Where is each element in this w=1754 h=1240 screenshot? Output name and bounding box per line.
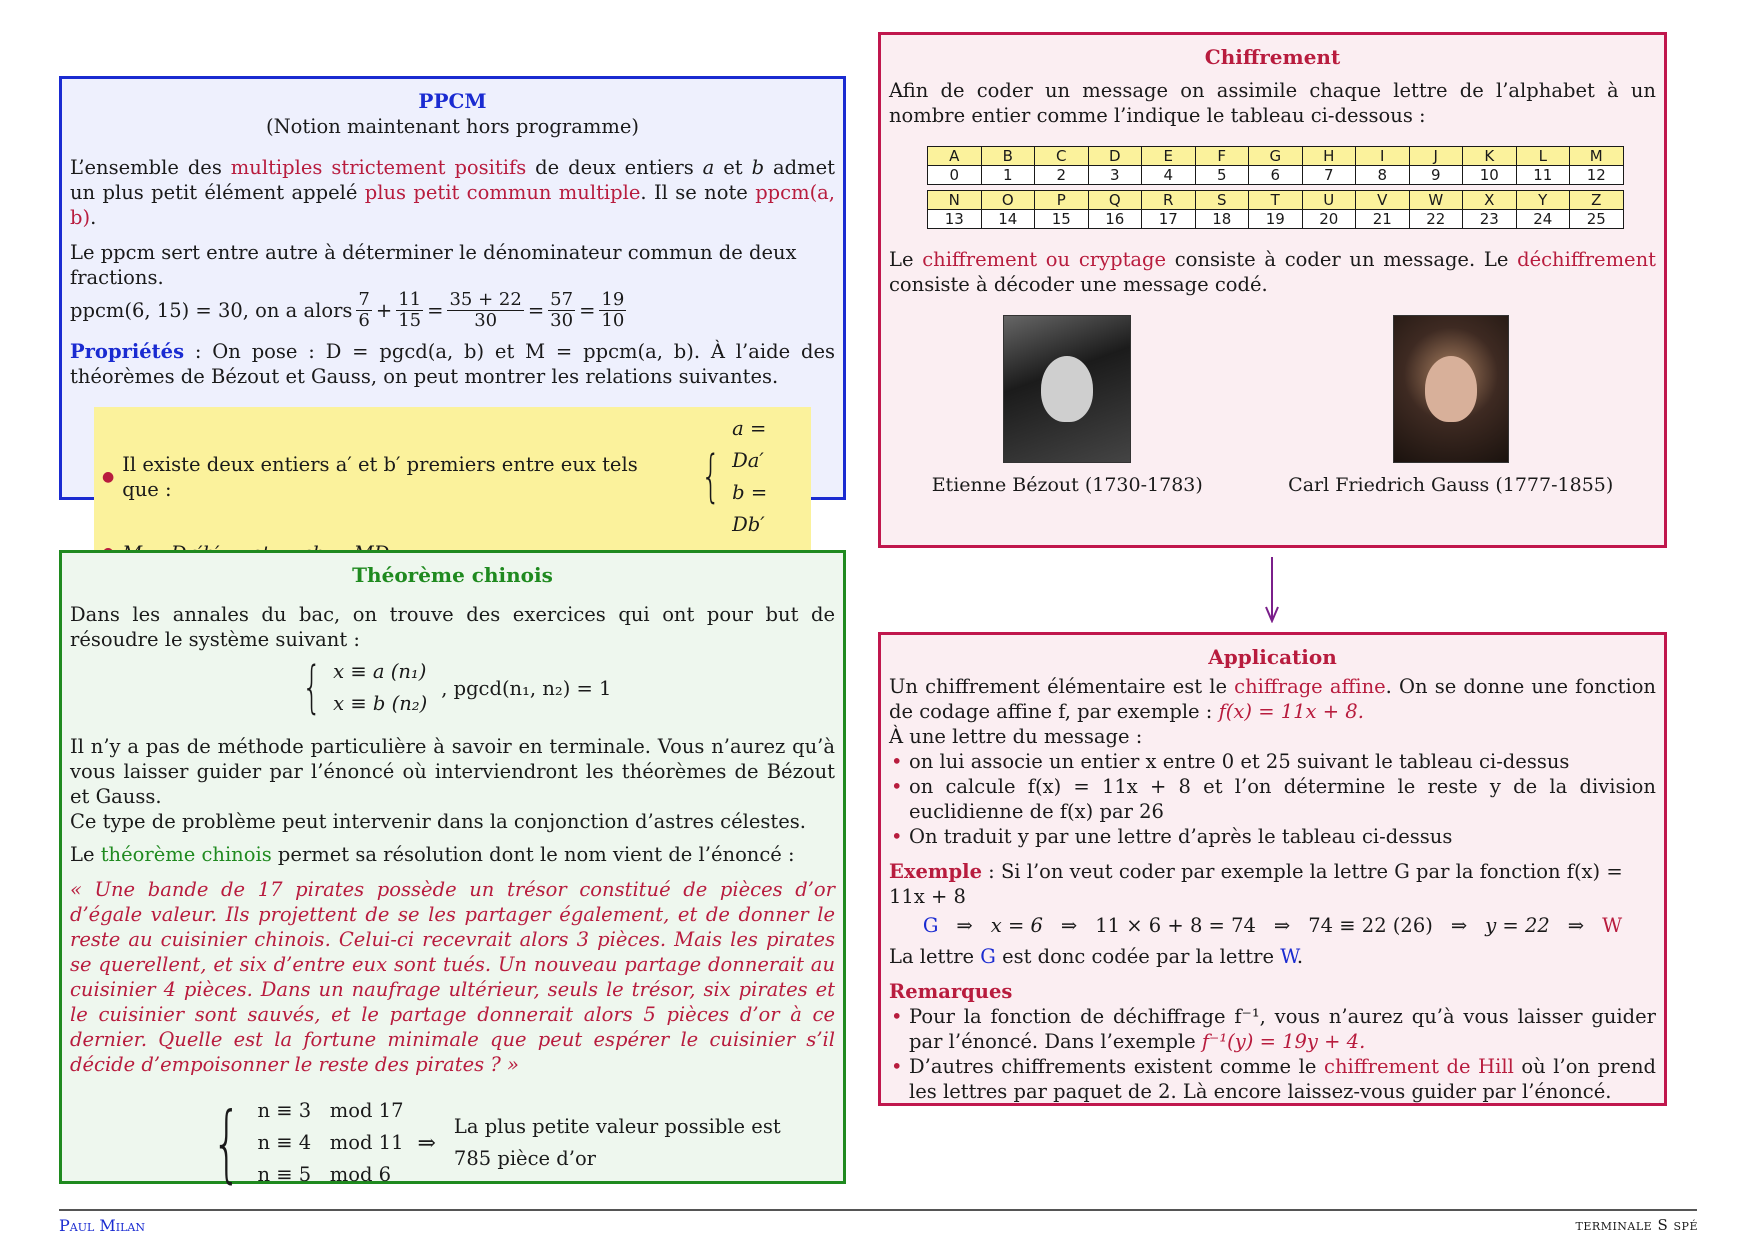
congruence-system: { x ≡ a (n₁) x ≡ b (n₂) , pgcd(n₁, n₂) = 1 [301, 655, 612, 720]
table-cell: 25 [1570, 210, 1624, 229]
portraits [889, 315, 1656, 498]
table-cell: T [1249, 191, 1303, 210]
table-cell: B [981, 147, 1035, 166]
fraction-1: $\frac{7}{6}$ [358, 289, 370, 331]
fraction-3: $\frac{35 + 22}{30}$ [449, 289, 522, 331]
table-cell: Z [1570, 191, 1624, 210]
ppcm-box [59, 76, 846, 536]
chinese-intro: Dans les annales du bac, on trouve des exercices qui ont pour but de résoudre le système suivant : [70, 603, 835, 651]
pirate-system: { n ≡ 3 mod 17 n ≡ 4 mod 11 n ≡ 5 mod 6 ⇒ La plus petite valeur possible est 785 pièce d’or [212, 1094, 781, 1192]
pirates-quote: « Une bande de 17 pirates possède un trésor constitué de pièces d’or d’égale valeur. Ils projettent de se les partager également, et de donner le reste au cuisinier chinois. Celui-ci recevrait alors 3 pièces. Mais les pirates se querellent, et six d’entre eux sont tués. Un nouveau partage donnerait au cuisinier 4 pièces. Dans un naufrage ultérieur, seuls le trésor, six pirates et le cuisinier sont sauvés, et le partage donnerait alors 5 pièces d’or à ce dernier. Quelle est la fortune minimale que peut espérer le cuisinier s’il décide d’empoisonner le reste des pirates ? » [70, 878, 835, 1076]
chinese-theorem-title: Théorème chinois [352, 563, 553, 587]
bezout-image [1003, 315, 1131, 463]
footer-author: Paul Milan [59, 1216, 145, 1235]
application-box [878, 632, 1667, 1106]
table-cell: U [1302, 191, 1356, 210]
table-cell: 10 [1463, 166, 1517, 185]
footer-level: terminale S spé [1575, 1216, 1698, 1234]
chinese-origin: Le théorème chinois permet sa résolution dont le nom vient de l’énoncé : [70, 843, 795, 866]
table-cell: L [1516, 147, 1570, 166]
table-cell: D [1088, 147, 1142, 166]
list-item: • On traduit y par une lettre d’après le tableau ci-dessus [889, 824, 1656, 849]
table-cell: 19 [1249, 210, 1303, 229]
affine-definition: Un chiffrement élémentaire est le chiffrage affine. On se donne une fonction de codage affine f, par exemple : f(x) = 11x + 8. [889, 675, 1656, 723]
table-cell: X [1463, 191, 1517, 210]
ppcm-usage: Le ppcm sert entre autre à déterminer le dénominateur commun de deux fractions. [70, 241, 797, 289]
application-steps [889, 749, 1656, 849]
table-cell: 4 [1142, 166, 1196, 185]
table-cell: 17 [1142, 210, 1196, 229]
encryption-box [878, 32, 1667, 548]
encryption-title: Chiffrement [1204, 45, 1341, 69]
ppcm-title: PPCM [418, 89, 487, 113]
ppcm-example: ppcm(6, 15) = 30, on a alors $\frac{7}{6}$ + $\frac{11}{15}$ = $\frac{35 + 22}{30}$ = $\frac{57}{30}$ = $\frac{19}{10}$ [70, 289, 625, 331]
table-cell: 0 [928, 166, 982, 185]
table-cell: F [1195, 147, 1249, 166]
bullet-icon: ● [102, 468, 115, 485]
table-cell: W [1409, 191, 1463, 210]
table-cell: 2 [1035, 166, 1089, 185]
table-cell: J [1409, 147, 1463, 166]
table-cell: K [1463, 147, 1517, 166]
table-cell: V [1356, 191, 1410, 210]
system-ab: { a = Da′ b = Db′ [700, 417, 768, 536]
fraction-2: $\frac{11}{15}$ [398, 289, 422, 331]
example-statement: Exemple : Si l’on veut coder par exemple la lettre G par la fonction f(x) = 11x + 8 [889, 860, 1623, 908]
arrow-down-icon [1265, 557, 1279, 623]
table-cell: R [1142, 191, 1196, 210]
table-cell: 20 [1302, 210, 1356, 229]
table-cell: 13 [928, 210, 982, 229]
table-cell: 21 [1356, 210, 1410, 229]
example-chain: G ⇒ x = 6 ⇒ 11 × 6 + 8 = 74 ⇒ 74 ≡ 22 (26) ⇒ y = 22 ⇒ W [922, 914, 1623, 937]
fraction-5: $\frac{19}{10}$ [601, 289, 625, 331]
table-cell: 11 [1516, 166, 1570, 185]
pirate-result: La plus petite valeur possible est 785 pièce d’or [453, 1115, 781, 1170]
ppcm-definition: L’ensemble des multiples strictement positifs de deux entiers a et b admet un plus petit élément appelé plus petit commun multiple. Il se note ppcm(a, b). [70, 156, 835, 229]
table-cell: A [928, 147, 982, 166]
table-cell: Q [1088, 191, 1142, 210]
table-cell: M [1570, 147, 1624, 166]
footer-divider [59, 1209, 1697, 1211]
gauss-image [1393, 315, 1509, 463]
list-item: • on lui associe un entier x entre 0 et 25 suivant le tableau ci-dessus [889, 749, 1656, 774]
list-item: • on calcule f(x) = 11x + 8 et l’on détermine le reste y de la division euclidienne de f(x) par 26 [889, 774, 1656, 824]
ppcm-subtitle: (Notion maintenant hors programme) [266, 115, 639, 138]
table-cell: 16 [1088, 210, 1142, 229]
fraction-4: $\frac{57}{30}$ [550, 289, 574, 331]
list-item: • D’autres chiffrements existent comme le chiffrement de Hill où l’on prend les lettres par paquet de 2. Là encore laissez-vous guider par l’énoncé. [889, 1054, 1656, 1104]
table-cell: 6 [1249, 166, 1303, 185]
ppcm-properties-box [94, 407, 811, 572]
ppcm-properties: Propriétés : On pose : D = pgcd(a, b) et M = ppcm(a, b). À l’aide des théorèmes de Bézout et Gauss, on peut montrer les relations suivantes. [70, 340, 835, 388]
encryption-intro: Afin de coder un message on assimile chaque lettre de l’alphabet à un nombre entier comme l’indique le tableau ci-dessous : [889, 79, 1656, 127]
gauss-caption: Carl Friedrich Gauss (1777-1855) [1288, 474, 1614, 496]
table-cell: 8 [1356, 166, 1410, 185]
table-cell: 9 [1409, 166, 1463, 185]
table-cell: P [1035, 191, 1089, 210]
table-cell: H [1302, 147, 1356, 166]
table-cell: G [1249, 147, 1303, 166]
alphabet-table [927, 146, 1624, 229]
table-cell: I [1356, 147, 1410, 166]
table-cell: Y [1516, 191, 1570, 210]
table-cell: 7 [1302, 166, 1356, 185]
table-cell: C [1035, 147, 1089, 166]
table-cell: 18 [1195, 210, 1249, 229]
remarks-list [889, 1004, 1656, 1104]
table-cell: 24 [1516, 210, 1570, 229]
encryption-definition: Le chiffrement ou cryptage consiste à coder un message. Le déchiffrement consiste à décoder une message codé. [889, 248, 1656, 296]
table-cell: E [1142, 147, 1196, 166]
chinese-theorem-box [59, 550, 846, 1192]
table-cell: 1 [981, 166, 1035, 185]
table-cell: N [928, 191, 982, 210]
table-cell: 12 [1570, 166, 1624, 185]
list-item: • Pour la fonction de déchiffrage f⁻¹, vous n’aurez qu’à vous laisser guider par l’énoncé. Dans l’exemple f⁻¹(y) = 19y + 4. [889, 1004, 1656, 1054]
table-cell: 3 [1088, 166, 1142, 185]
table-cell: 15 [1035, 210, 1089, 229]
table-cell: 14 [981, 210, 1035, 229]
table-cell: 23 [1463, 210, 1517, 229]
application-letter: À une lettre du message : [889, 725, 1143, 748]
table-cell: O [981, 191, 1035, 210]
gauss-portrait [1288, 315, 1613, 498]
table-cell: S [1195, 191, 1249, 210]
property-1: ● Il existe deux entiers a′ et b′ premiers entre eux tels que : { a = Da′ b = Db′ [102, 413, 803, 541]
example-conclusion: La lettre G est donc codée par la lettre W. [889, 945, 1304, 968]
bezout-caption: Etienne Bézout (1730-1783) [931, 474, 1203, 496]
chinese-method: Il n’y a pas de méthode particulière à savoir en terminale. Vous n’aurez qu’à vous laisser guider par l’énoncé où interviendront les théorèmes de Bézout et Gauss. Ce type de problème peut intervenir dans la conjonction d’astres célestes. [70, 735, 835, 833]
implies-icon: ⇒ [417, 1130, 436, 1156]
table-cell: 5 [1195, 166, 1249, 185]
application-title: Application [1208, 645, 1337, 669]
remarks-title: Remarques [889, 980, 1013, 1003]
table-cell: 22 [1409, 210, 1463, 229]
bezout-portrait [932, 315, 1203, 498]
